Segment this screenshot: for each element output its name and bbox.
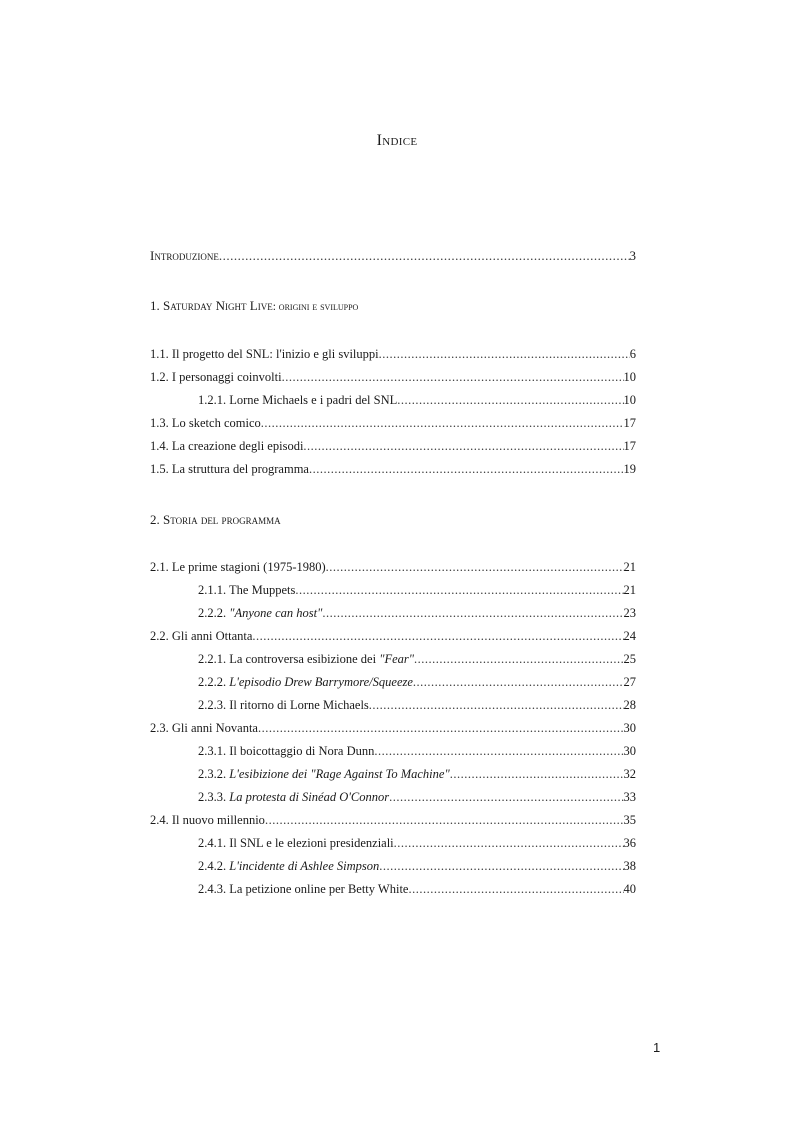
leader-dots [397,393,623,408]
toc-page-number: 33 [623,790,636,804]
toc-entry-label: Introduzione [150,248,219,263]
toc-entry[interactable] [150,813,636,831]
toc-page-number: 19 [623,462,636,476]
toc-entry-number: 2.4. Il nuovo millennio [150,813,265,827]
chapter-subtitle: : origini e sviluppo [272,301,359,313]
toc-entry-number: 2.2.2. L'episodio Drew Barrymore/Squeeze [198,675,413,689]
toc-entry-number: 2.4.1. Il SNL e le elezioni presidenziali [198,836,394,850]
page-number: 1 [653,1040,661,1055]
toc-entry[interactable] [150,560,636,578]
toc-entry-number: 2.1.1. The Muppets [198,583,296,597]
toc-entry[interactable] [150,629,636,647]
leader-dots [394,836,624,851]
leader-dots [413,675,624,690]
chapter-1-heading[interactable] [150,298,358,314]
toc-page-number: 30 [623,721,636,735]
leader-dots [309,462,624,477]
toc-entry-number: 1.5. La struttura del programma [150,462,309,476]
toc-page-number: 3 [629,248,636,263]
toc-page-number: 36 [623,836,636,850]
chapter-title: Saturday Night Live [163,298,273,313]
toc-entry-number: 2.2.2. "Anyone can host" [198,606,323,620]
chapter-number: 1. [150,298,160,313]
toc-page-number: 6 [629,347,636,361]
leader-dots [369,698,624,713]
toc-page-number: 21 [623,560,636,574]
toc-page-number: 28 [623,698,636,712]
leader-dots [219,248,630,264]
toc-entry-introduzione[interactable] [150,248,636,266]
leader-dots [252,629,623,644]
toc-entry-number: 2.3.3. La protesta di Sinéad O'Connor [198,790,390,804]
leader-dots [414,652,624,667]
toc-page-number: 23 [623,606,636,620]
toc-page-number: 17 [623,439,636,453]
toc-entry[interactable] [198,675,636,693]
leader-dots [261,416,624,431]
toc-entry[interactable] [198,652,636,670]
toc-entry[interactable] [198,606,636,624]
leader-dots [379,347,630,362]
toc-page-number: 10 [623,370,636,384]
toc-page-number: 27 [623,675,636,689]
toc-entry-number: 1.3. Lo sketch comico [150,416,261,430]
chapter-title: Storia del programma [163,512,281,527]
leader-dots [258,721,624,736]
toc-page-number: 30 [623,744,636,758]
toc-entry-number: 2.2.1. La controversa esibizione dei "Fear" [198,652,414,666]
toc-page-number: 40 [623,882,636,896]
leader-dots [303,439,623,454]
toc-entry-number: 2.2. Gli anni Ottanta [150,629,253,643]
leader-dots [450,767,624,782]
toc-entry[interactable] [198,393,636,411]
toc-entry-number: 2.1. Le prime stagioni (1975-1980) [150,560,326,574]
leader-dots [295,583,623,598]
toc-page-number: 24 [623,629,636,643]
toc-entry[interactable] [150,370,636,388]
toc-entry[interactable] [198,836,636,854]
toc-entry-number: 1.4. La creazione degli episodi [150,439,304,453]
toc-entry-number: 2.3.1. Il boicottaggio di Nora Dunn [198,744,375,758]
toc-entry[interactable] [150,416,636,434]
page-title: Indice [376,132,418,149]
toc-entry[interactable] [150,721,636,739]
toc-entry[interactable] [198,583,636,601]
toc-entry[interactable] [150,347,636,365]
toc-entry-number: 1.2.1. Lorne Michaels e i padri del SNL [198,393,398,407]
toc-entry-number: 2.3. Gli anni Novanta [150,721,258,735]
toc-entry-number: 2.4.2. L'incidente di Ashlee Simpson [198,859,380,873]
leader-dots [265,813,624,828]
chapter-number: 2. [150,512,160,527]
toc-entry-number: 2.4.3. La petizione online per Betty White [198,882,409,896]
toc-entry[interactable] [198,790,636,808]
leader-dots [379,859,623,874]
toc-page-number: 35 [623,813,636,827]
toc-entry[interactable] [198,744,636,762]
leader-dots [322,606,623,621]
leader-dots [389,790,623,805]
toc-entry[interactable] [198,698,636,716]
toc-entry[interactable] [150,439,636,457]
toc-entry[interactable] [198,859,636,877]
toc-page-number: 25 [623,652,636,666]
toc-entry-number: 2.3.2. L'esibizione dei "Rage Against To Machine" [198,767,450,781]
leader-dots [374,744,623,759]
leader-dots [408,882,623,897]
toc-entry[interactable] [150,462,636,480]
toc-entry[interactable] [198,882,636,900]
leader-dots [326,560,624,575]
toc-entry-number: 1.2. I personaggi coinvolti [150,370,282,384]
toc-page-number: 10 [623,393,636,407]
toc-entry-number: 1.1. Il progetto del SNL: l'inizio e gli sviluppi [150,347,379,361]
chapter-2-heading[interactable] [150,512,281,528]
toc-page-number: 17 [623,416,636,430]
leader-dots [282,370,624,385]
toc-entry[interactable] [198,767,636,785]
toc-page-number: 32 [623,767,636,781]
toc-page-number: 21 [623,583,636,597]
toc-entry-number: 2.2.3. Il ritorno di Lorne Michaels [198,698,369,712]
toc-page-number: 38 [623,859,636,873]
